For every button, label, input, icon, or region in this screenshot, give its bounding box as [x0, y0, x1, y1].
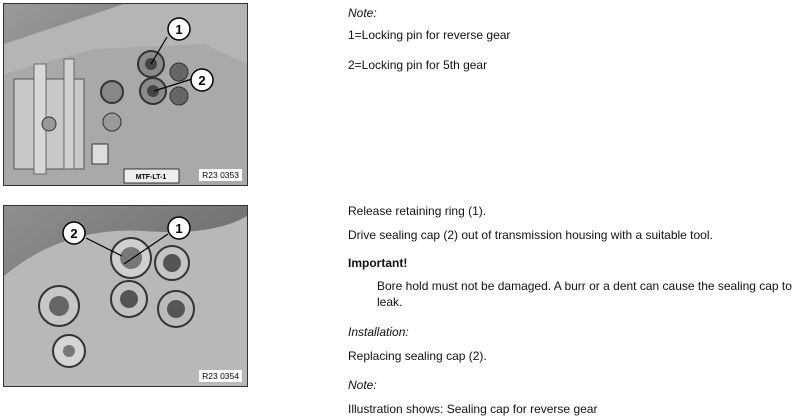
- figure-id: R23 0354: [199, 370, 242, 382]
- legend-item-2: 2=Locking pin for 5th gear: [348, 58, 488, 72]
- transmission-housing-illustration: [4, 4, 247, 185]
- important-text: Bore hold must not be damaged. A burr or a dent can cause the sealing cap to leak.: [377, 279, 792, 309]
- legend-item-1: 1=Locking pin for reverse gear: [348, 28, 511, 42]
- step-release-retaining-ring: Release retaining ring (1).: [348, 204, 487, 218]
- callout-1: 1: [175, 22, 183, 37]
- callout-2: 2: [198, 73, 206, 88]
- figure-1-photo: [3, 3, 248, 186]
- step-drive-sealing-cap: Drive sealing cap (2) out of transmission housing with a suitable tool.: [348, 228, 713, 242]
- note-label-2: Note:: [348, 378, 377, 392]
- installation-text: Replacing sealing cap (2).: [348, 349, 487, 363]
- figure-id: R23 0353: [199, 169, 242, 181]
- figure-2-photo: [3, 205, 248, 387]
- callout-2: 2: [70, 226, 78, 241]
- callout-1: 1: [175, 221, 183, 236]
- note-text-2: Illustration shows: Sealing cap for reverse gear: [348, 402, 598, 416]
- housing-bores-illustration: [4, 206, 247, 386]
- installation-label: Installation:: [348, 325, 409, 339]
- plate-text: MTF-LT-1: [135, 174, 167, 181]
- important-label: Important!: [348, 256, 408, 270]
- note-label: Note:: [348, 6, 377, 20]
